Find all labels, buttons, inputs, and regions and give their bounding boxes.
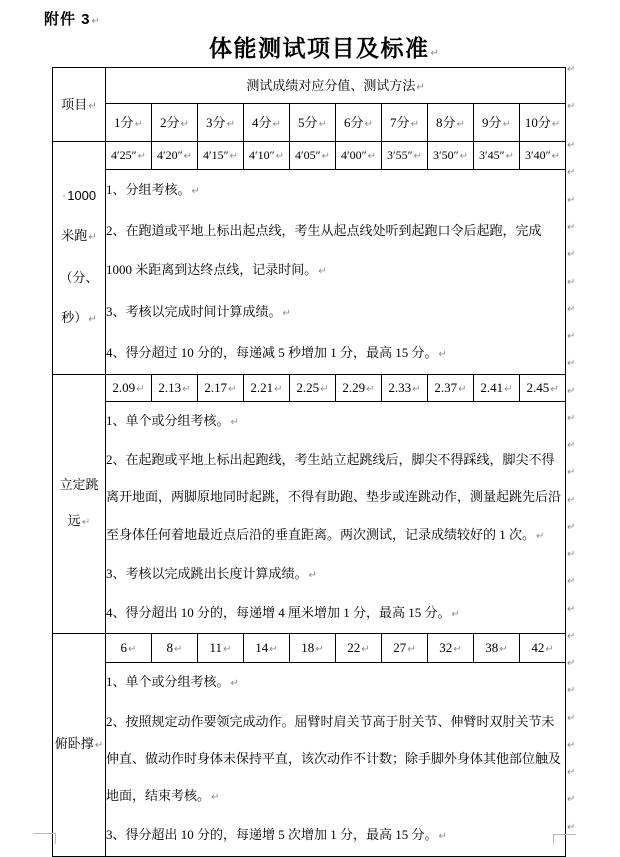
paragraph-mark-icon: ↵ [459,151,468,162]
value-cell: 2.13↵ [152,375,198,402]
value-cell: 4′10″↵ [244,142,290,170]
paragraph-mark-icon: ↵ [567,222,576,233]
paragraph-mark-icon: ↵ [499,644,508,656]
methods-header: 测试成绩对应分值、测试方法↵ [106,68,566,104]
paragraph-mark-icon: ↵ [174,644,183,656]
paragraph-mark-icon: ↵ [410,118,419,130]
value-cell: 3′45″↵ [474,142,520,170]
value-cell: 2.21↵ [244,375,290,402]
value-cell: 18↵ [290,634,336,663]
value-cell: 3′40″↵ [520,142,566,170]
paragraph-mark-icon: ↵ [230,678,239,690]
paragraph-mark-icon: ↵ [318,118,327,130]
method-text-standing-jump [106,402,566,634]
value-cell: 22↵ [336,634,382,663]
method-item: 4、得分超过 10 分的，每递减 5 秒增加 1 分，最高 15 分。↵ [106,344,447,360]
page-title: 体能测试项目及标准↵ [209,35,439,61]
score-col-header: 2分↵ [152,104,198,142]
method-item: 3、得分超出 10 分的，每递增 5 次增加 1 分，最高 15 分。↵ [106,827,447,843]
score-col-header: 9分↵ [474,104,520,142]
paragraph-mark-icon: ↵ [226,118,235,130]
paragraph-mark-icon: ↵ [228,384,237,396]
paragraph-mark-icon: ↵ [366,384,375,396]
paragraph-mark-icon: ↵ [567,277,576,288]
paragraph-mark-icon: ↵ [269,644,278,656]
score-col-header: 10分↵ [520,104,566,142]
paragraph-mark-icon: ↵ [183,151,192,162]
paragraph-mark-icon: ↵ [567,304,576,315]
paragraph-mark-icon: ↵ [94,739,104,751]
paragraph-mark-icon: ↵ [137,151,146,162]
method-item: 1、分组考核。↵ [106,182,200,197]
score-col-header: 6分↵ [336,104,382,142]
method-text-pushups [106,663,566,856]
method-text-1000m-run [106,170,566,375]
paragraph-mark-icon: ↵ [134,118,143,130]
paragraph-mark-icon: ↵ [504,384,513,396]
section-label-pushups: 俯卧撑↵ [53,634,106,856]
paragraph-mark-icon: ↵ [413,151,422,162]
paragraph-mark-icon: ↵ [88,232,97,243]
paragraph-mark-icon: ↵ [272,118,281,130]
score-col-header: 3分↵ [198,104,244,142]
paragraph-mark-icon: ↵ [567,140,576,151]
value-cell: 2.17↵ [198,375,244,402]
paragraph-mark-icon: ↵ [456,118,465,130]
paragraph-mark-icon: ↵ [567,767,576,778]
paragraph-mark-icon: ↵ [505,151,514,162]
score-col-header: 8分↵ [428,104,474,142]
method-item: 2、按照规定动作要领完成动作。屈臂时肩关节高于肘关节、伸臂时双肘关节未伸直、做动作时身体未保持平直，该次动作不计数；除手脚外身体其他部位触及地面，结束考核。↵ [106,713,562,804]
paragraph-mark-icon: ↵ [551,151,561,162]
score-col-header: 1分↵ [106,104,152,142]
paragraph-mark-icon: ↵ [567,685,576,696]
paragraph-mark-icon: ↵ [567,195,576,206]
section-label-standing-jump: 立定跳 远↵ [53,375,106,634]
score-col-header: 5分↵ [290,104,336,142]
paragraph-mark-icon: ↵ [128,644,137,656]
value-cell: 4′00″↵ [336,142,382,170]
value-cell: 4′25″↵ [106,142,152,170]
method-item: 4、得分超出 10 分的，每递增 4 厘米增加 1 分，最高 15 分。↵ [106,605,460,621]
method-item: 2、在跑道或平地上标出起点线，考生从起点线处听到起跑口令后起跑，完成 1000 米距离到达终点线，记录时间。↵ [106,223,542,278]
value-cell: 4′20″↵ [152,142,198,170]
value-cell: 4′15″↵ [198,142,244,170]
paragraph-mark-icon: ↵ [412,384,421,396]
paragraph-mark-icon: ↵ [567,440,576,451]
paragraph-mark-icon: ↵ [458,384,467,396]
paragraph-mark-icon: ↵ [567,386,576,397]
method-item: 3、考核以完成时间计算成绩。↵ [106,303,291,319]
method-item: 1、单个或分组考核。↵ [106,674,239,690]
paragraph-mark-icon: ↵ [536,530,545,542]
paragraph-mark-icon: ↵ [182,384,191,396]
paragraph-mark-icon: ↵ [438,831,447,843]
method-item: 1、单个或分组考核。↵ [106,413,239,429]
paragraph-mark-icon: ↵ [551,118,561,130]
paragraph-mark-icon: ↵ [567,794,576,805]
paragraph-mark-icon: ↵ [502,118,511,130]
paragraph-mark-icon: ↵ [211,792,220,804]
paragraph-mark-icon: ↵ [274,384,283,396]
value-cell: 4′05″↵ [290,142,336,170]
fitness-test-table [52,67,566,857]
paragraph-mark-icon: ↵ [367,151,376,162]
paragraph-mark-icon: ↵ [567,713,576,724]
paragraph-mark-icon: ↵ [567,631,576,642]
paragraph-mark-icon: ↵ [567,604,576,615]
paragraph-mark-icon: ↵ [567,358,576,369]
paragraph-mark-icon: ↵ [180,118,189,130]
value-cell: 42↵ [520,634,566,663]
value-cell: 2.41↵ [474,375,520,402]
value-cell: 2.33↵ [382,375,428,402]
paragraph-mark-icon: ↵ [361,644,370,656]
attachment-label: 附件 3↵ [44,11,100,28]
paragraph-mark-icon: ↵ [567,64,576,75]
method-item: 3、考核以完成跳出长度计算成绩。↵ [106,565,317,581]
paragraph-mark-icon: ↵ [229,151,238,162]
paragraph-mark-icon: ↵ [567,549,576,560]
value-cell: 3′55″↵ [382,142,428,170]
paragraph-mark-icon: ↵ [567,101,576,112]
paragraph-mark-icon: ↵ [81,517,91,529]
item-column-header: 项目↵ [53,68,106,142]
paragraph-mark-icon: ↵ [550,384,559,396]
value-cell: 2.37↵ [428,375,474,402]
paragraph-mark-icon: ↵ [567,249,576,260]
paragraph-mark-icon: ↵ [545,644,554,656]
paragraph-mark-icon: ↵ [321,151,330,162]
paragraph-mark-icon: ↵ [88,314,97,325]
paragraph-mark-icon: ↵ [451,609,460,621]
score-col-header: 4分↵ [244,104,290,142]
paragraph-mark-icon: ↵ [453,644,462,656]
value-cell: 32↵ [428,634,474,663]
section-label-1000m-run: ·1000 米跑↵ （分、 秒）↵ [53,142,106,375]
paragraph-mark-icon: ↵ [567,522,576,533]
value-cell: 38↵ [474,634,520,663]
value-cell: 27↵ [382,634,428,663]
paragraph-mark-icon: ↵ [308,569,317,581]
paragraph-mark-icon: ↵ [223,644,232,656]
paragraph-mark-icon: ↵ [136,384,145,396]
paragraph-mark-icon: ↵ [191,186,200,197]
paragraph-mark-icon: ↵ [567,467,576,478]
paragraph-mark-icon: ↵ [567,576,576,587]
text-boundary-corner-left-icon [33,833,56,844]
paragraph-mark-icon: ↵ [438,348,447,360]
value-cell: 11↵ [198,634,244,663]
value-cell: 2.25↵ [290,375,336,402]
paragraph-mark-icon: ↵ [315,644,324,656]
score-col-header: 7分↵ [382,104,428,142]
space-mark-icon: · [61,188,67,203]
paragraph-mark-icon: ↵ [567,413,576,424]
paragraph-mark-icon: ↵ [567,495,576,506]
value-cell: 2.29↵ [336,375,382,402]
paragraph-mark-icon: ↵ [416,81,425,93]
paragraph-mark-icon: ↵ [430,48,439,59]
paragraph-mark-icon: ↵ [567,331,576,342]
paragraph-mark-icon: ↵ [282,307,291,319]
method-item: 2、在起跑或平地上标出起跑线，考生站立起跳线后，脚尖不得踩线，脚尖不得离开地面，两脚原地同时起跳，不得有助跑、垫步或连跳动作，测量起跳先后沿至身体任何着地最近点后沿的垂直距离。两次测试，记录成绩较好的 1 次。↵ [106,452,562,542]
value-cell: 8↵ [152,634,198,663]
text-boundary-corner-right-icon [553,834,576,844]
paragraph-mark-icon: ↵ [88,100,97,112]
value-cell: 14↵ [244,634,290,663]
paragraph-mark-icon: ↵ [364,118,373,130]
paragraph-mark-icon: ↵ [91,16,100,27]
paragraph-mark-icon: ↵ [567,167,576,178]
paragraph-mark-icon: ↵ [567,822,576,833]
value-cell: 6↵ [106,634,152,663]
paragraph-mark-icon: ↵ [318,266,327,278]
paragraph-mark-icon: ↵ [320,384,329,396]
paragraph-mark-icon: ↵ [567,658,576,669]
paragraph-mark-icon: ↵ [230,417,239,429]
value-cell: 2.45↵ [520,375,566,402]
paragraph-mark-icon: ↵ [275,151,284,162]
value-cell: 2.09↵ [106,375,152,402]
paragraph-mark-icon: ↵ [567,740,576,751]
value-cell: 3′50″↵ [428,142,474,170]
paragraph-mark-icon: ↵ [407,644,416,656]
